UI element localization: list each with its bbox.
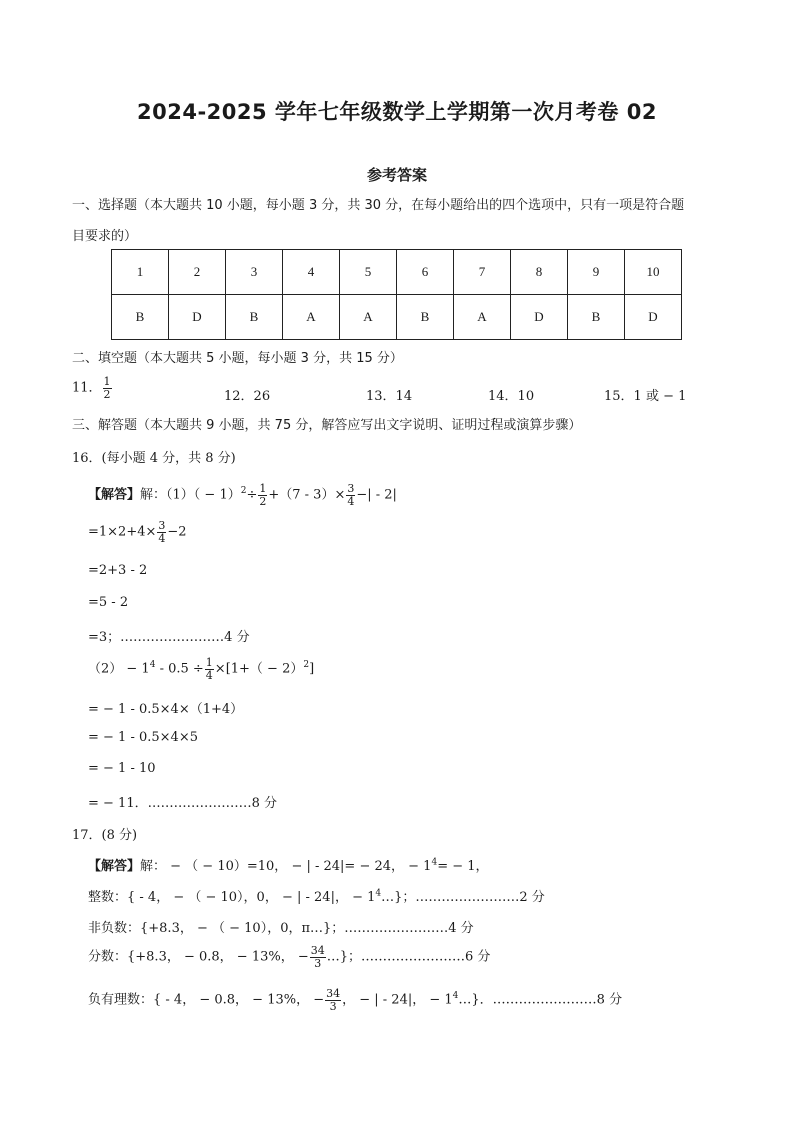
expr-text: −2 — [167, 524, 187, 540]
expr-text: ] — [309, 661, 315, 677]
q16-heading: 16．(每小题 4 分，共 8 分) — [72, 451, 236, 466]
expr-text: 解： − （ − 10）=10， − | - 24|= − 24， − 1 — [140, 859, 432, 874]
question-number-cell: 4 — [283, 250, 340, 295]
expr-text: 负有理数：{ - 4， − 0.8， − 13%， − — [88, 992, 325, 1008]
expr-text: …}；……………………2 分 — [381, 890, 545, 905]
fill-answer-12: 12．26 — [224, 389, 271, 404]
page-subtitle: 参考答案 — [366, 166, 427, 184]
answer-label: 【解答】 — [88, 859, 141, 874]
fraction-numerator: 3 — [158, 519, 166, 532]
answer-cell: B — [568, 295, 625, 340]
q17-heading: 17．(8 分) — [72, 828, 138, 843]
section2-heading: 二、填空题（本大题共 5 小题，每小题 3 分，共 15 分） — [72, 351, 403, 366]
q16-part2-problem — [88, 657, 314, 681]
fraction — [310, 945, 326, 969]
expr-text: 解：（1）（ − 1） — [140, 487, 241, 503]
expr-text: =1×2+4× — [88, 524, 157, 540]
answer-cell: B — [397, 295, 454, 340]
q16-part1-result: =3；……………………4 分 — [88, 630, 250, 645]
answer-table — [111, 249, 682, 340]
answer-table-answer-row — [112, 295, 682, 340]
expr-text: - 0.5 ÷ — [155, 661, 204, 677]
q16-part2-step2: = − 1 - 0.5×4×5 — [88, 730, 198, 745]
q11-label: 11． — [72, 380, 102, 396]
fraction-numerator: 1 — [103, 375, 111, 388]
q16-part1-step1 — [88, 520, 187, 544]
expr-text: = − 1， — [437, 859, 489, 874]
question-number-cell: 2 — [169, 250, 226, 295]
answer-label: 【解答】 — [88, 487, 141, 503]
question-number-cell: 10 — [625, 250, 682, 295]
q11-fraction — [103, 376, 112, 400]
fraction — [258, 483, 267, 507]
answer-table-number-row — [112, 250, 682, 295]
fraction-denominator: 3 — [329, 999, 337, 1013]
fraction-denominator: 4 — [158, 531, 166, 545]
q16-part1-problem — [88, 483, 397, 507]
expr-text: …}．……………………8 分 — [458, 992, 623, 1008]
expr-text: −| - 2| — [356, 487, 397, 503]
question-number-cell: 1 — [112, 250, 169, 295]
question-number-cell: 8 — [511, 250, 568, 295]
answer-cell: D — [511, 295, 568, 340]
exponent: 4 — [431, 857, 438, 868]
fraction — [325, 988, 341, 1012]
answer-cell: D — [169, 295, 226, 340]
section1-heading-line1: 一、选择题（本大题共 10 小题，每小题 3 分，共 30 分，在每小题给出的四个选项中，只有一项是符合题 — [72, 198, 685, 213]
answer-cell: A — [340, 295, 397, 340]
fraction-denominator: 3 — [314, 956, 322, 970]
fraction — [346, 483, 355, 507]
fraction-numerator: 3 — [347, 482, 355, 495]
question-number-cell: 9 — [568, 250, 625, 295]
expr-text: ， − | - 24|， − 1 — [342, 992, 453, 1008]
q16-part1-step3: =5 - 2 — [88, 595, 129, 610]
exponent: 2 — [240, 486, 247, 497]
expr-text: +（7 - 3）× — [268, 487, 346, 503]
question-number-cell: 7 — [454, 250, 511, 295]
q17-simplify — [88, 855, 489, 874]
answer-cell: B — [112, 295, 169, 340]
expr-text: ÷ — [246, 487, 258, 503]
q17-nonnegatives: 非负数：{+8.3， − （ − 10），0，π…}；……………………4 分 — [88, 921, 474, 936]
q16-part2-result: = − 11．……………………8 分 — [88, 796, 277, 811]
q17-negative-rationals — [88, 988, 622, 1012]
question-number-cell: 6 — [397, 250, 454, 295]
fraction-numerator: 34 — [326, 987, 341, 1000]
answer-cell: A — [283, 295, 340, 340]
q16-part1-step2: =2+3 - 2 — [88, 563, 148, 578]
exponent: 4 — [149, 660, 156, 671]
fraction-denominator: 2 — [259, 494, 267, 508]
exponent: 4 — [375, 888, 382, 899]
fraction-numerator: 1 — [205, 656, 213, 669]
exponent: 2 — [303, 660, 310, 671]
answer-cell: B — [226, 295, 283, 340]
expr-text: ×[1+（ − 2） — [214, 661, 304, 677]
expr-text: （2） − 1 — [88, 661, 150, 677]
page-title: 2024-2025 学年七年级数学上学期第一次月考卷 02 — [137, 100, 657, 124]
fraction-denominator: 4 — [205, 668, 213, 682]
expr-text: …}；……………………6 分 — [326, 949, 491, 965]
section3-heading: 三、解答题（本大题共 9 小题，共 75 分，解答应写出文字说明、证明过程或演算步骤） — [72, 418, 582, 433]
exponent: 4 — [452, 991, 459, 1002]
fraction-denominator: 4 — [347, 494, 355, 508]
fraction-denominator: 2 — [103, 387, 111, 401]
fraction — [205, 657, 214, 681]
fill-answer-14: 14．10 — [488, 389, 535, 404]
q16-part2-step1: = − 1 - 0.5×4×（1+4） — [88, 702, 244, 717]
fill-answer-13: 13．14 — [366, 389, 413, 404]
answer-cell: A — [454, 295, 511, 340]
fill-answer-11 — [72, 376, 113, 400]
fraction — [157, 520, 166, 544]
fill-answer-15: 15．1 或 − 1 — [604, 389, 687, 404]
question-number-cell: 5 — [340, 250, 397, 295]
answer-cell: D — [625, 295, 682, 340]
question-number-cell: 3 — [226, 250, 283, 295]
q17-fractions — [88, 945, 490, 969]
fraction-numerator: 1 — [259, 482, 267, 495]
expr-text: 分数：{+8.3， − 0.8， − 13%， − — [88, 949, 309, 965]
q16-part2-step3: = − 1 - 10 — [88, 761, 156, 776]
expr-text: 整数：{ - 4， − （ − 10），0， − | - 24|， − 1 — [88, 890, 376, 905]
section1-heading-line2: 目要求的） — [72, 229, 138, 244]
fraction-numerator: 34 — [310, 944, 325, 957]
q17-integers — [88, 886, 545, 905]
